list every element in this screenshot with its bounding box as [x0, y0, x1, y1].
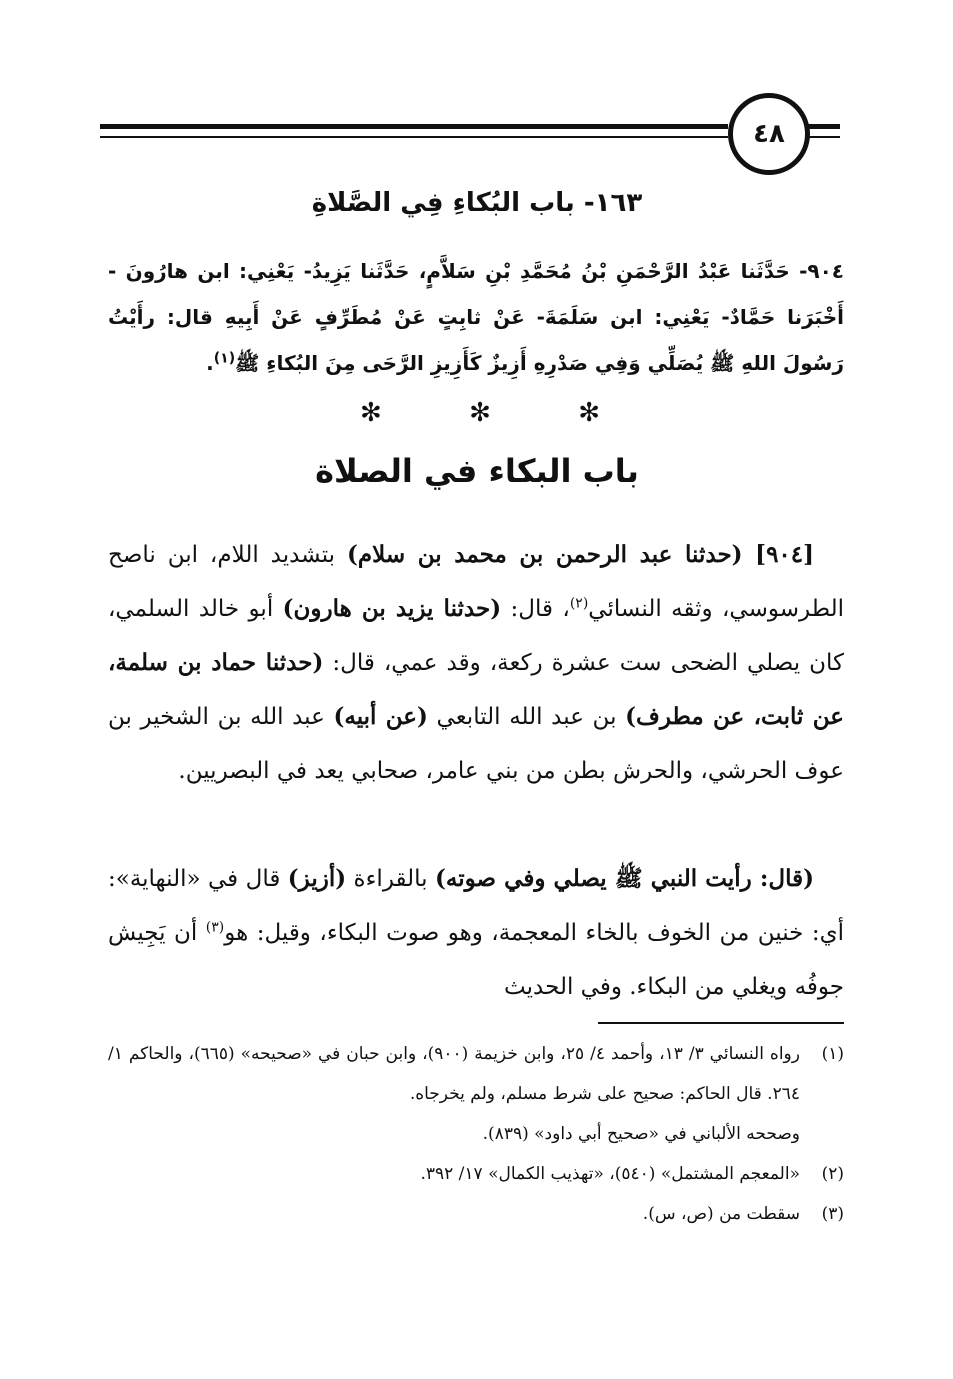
footnote-ref-1[interactable]: (١): [213, 350, 236, 367]
footnote-divider: [598, 1022, 844, 1024]
footnote-text: «المعجم المشتمل» (٥٤٠)، «تهذيب الكمال» ١٧/ ٣٩٢.: [420, 1164, 800, 1184]
hadith-text: [108, 248, 844, 386]
commentary-text: بن عبد الله التابعي: [427, 704, 626, 730]
hadith-body: ٩٠٤- حَدَّثَنا عَبْدُ الرَّحْمَنِ بْنُ مُحَمَّدِ بْنِ سَلاَّمٍ، حَدَّثَنا يَزِيدُ- يَعْنِي: ابن هارُونَ - أَخْبَرَنا حَمَّادٌ- يَعْنِي: ابن سَلَمَةَ- عَنْ ثابِتٍ عَنْ مُطَرِّفٍ عَنْ أَبِيهِ قال: رأَيْتُ رَسُولَ اللهِ ﷺ يُصَلِّي وَفِي صَدْرِهِ أَزِيزٌ كَأَزِيزِ الرَّحَى مِنَ البُكاءِ ﷺ: [108, 259, 844, 375]
commentary-text: أبو خالد السلمي، كان يصلي الضحى ست عشرة ركعة، وقد عمي، قال:: [108, 596, 844, 676]
header-rule-thin: [100, 136, 728, 138]
footnote-3: [108, 1194, 844, 1234]
chapter-title: ١٦٣- باب البُكاءِ فِي الصَّلاةِ: [311, 188, 643, 218]
footnote-number: (١): [821, 1044, 844, 1064]
footnote-number: (٣): [821, 1204, 844, 1224]
footnote-text: رواه النسائي ٣/ ١٣، وأحمد ٤/ ٢٥، وابن خزيمة (٩٠٠)، وابن حبان في «صحيحه» (٦٦٥)، والحاكم ١/ ٢٦٤. قال الحاكم: صحيح على شرط مسلم، ولم يخرجاه.: [108, 1044, 800, 1104]
footnote-number: (٢): [821, 1164, 844, 1184]
footnote-ref-3[interactable]: (٣): [205, 919, 225, 936]
commentary-text: قال في «النهاية»: أي: خنين من الخوف بالخاء المعجمة، وهو صوت البكاء، وقيل: هو: [108, 866, 844, 946]
quoted-isnad: (عن أبيه): [333, 703, 428, 730]
separator-star-icon: ✻: [360, 398, 382, 428]
footnotes: [108, 1034, 844, 1234]
page-header: [100, 88, 840, 178]
commentary-paragraph-1: [108, 528, 844, 852]
page-number: ٤٨: [753, 119, 785, 149]
quoted-isnad: (حدثنا يزيد بن هارون): [282, 595, 502, 622]
header-rule-thin-right: [806, 136, 840, 138]
footnote-text: سقطت من (ص، س).: [642, 1204, 800, 1224]
commentary-title: باب البكاء في الصلاة: [315, 452, 639, 490]
page-number-badge: [728, 93, 810, 175]
hadith-end-punct: .: [206, 351, 214, 375]
commentary-body: [108, 528, 844, 1014]
commentary-text: بتشديد اللام، ابن ناصح الطرسوسي، وثقه النسائي: [108, 542, 844, 622]
footnote-1-continuation: وصححه الألباني في «صحيح أبي داود» (٨٣٩).: [482, 1124, 800, 1144]
commentary-text: بالقراءة: [346, 866, 435, 892]
commentary-text: ، قال:: [501, 596, 570, 622]
quoted-matn: (قال: رأيت النبي ﷺ يصلي وفي صوته): [435, 865, 815, 892]
separator-star-icon: ✻: [578, 398, 600, 428]
header-rule-thick-right: [806, 124, 840, 129]
section-separator: [360, 398, 600, 428]
separator-star-icon: ✻: [469, 398, 491, 428]
commentary-paragraph-2: [108, 852, 844, 1014]
footnote-1: [108, 1034, 844, 1114]
commentary-text: أن يَجِيش جوفُه ويغلي من البكاء. وفي الحديث: [108, 920, 844, 1000]
commentary-text: عبد الله بن الشخير بن عوف الحرشي، والحرش بطن من بني عامر، صحابي يعد في البصريين.: [108, 704, 844, 784]
footnote-ref-2[interactable]: (٢): [569, 595, 589, 612]
quoted-isnad: (حدثنا حماد بن سلمة، عن ثابت، عن مطرف): [108, 649, 844, 730]
quoted-isnad: [٩٠٤] (حدثنا عبد الرحمن بن محمد بن سلام): [346, 541, 815, 568]
footnote-2: [108, 1154, 844, 1194]
header-rule-thick: [100, 124, 728, 129]
quoted-word: (أزيز): [287, 865, 347, 892]
